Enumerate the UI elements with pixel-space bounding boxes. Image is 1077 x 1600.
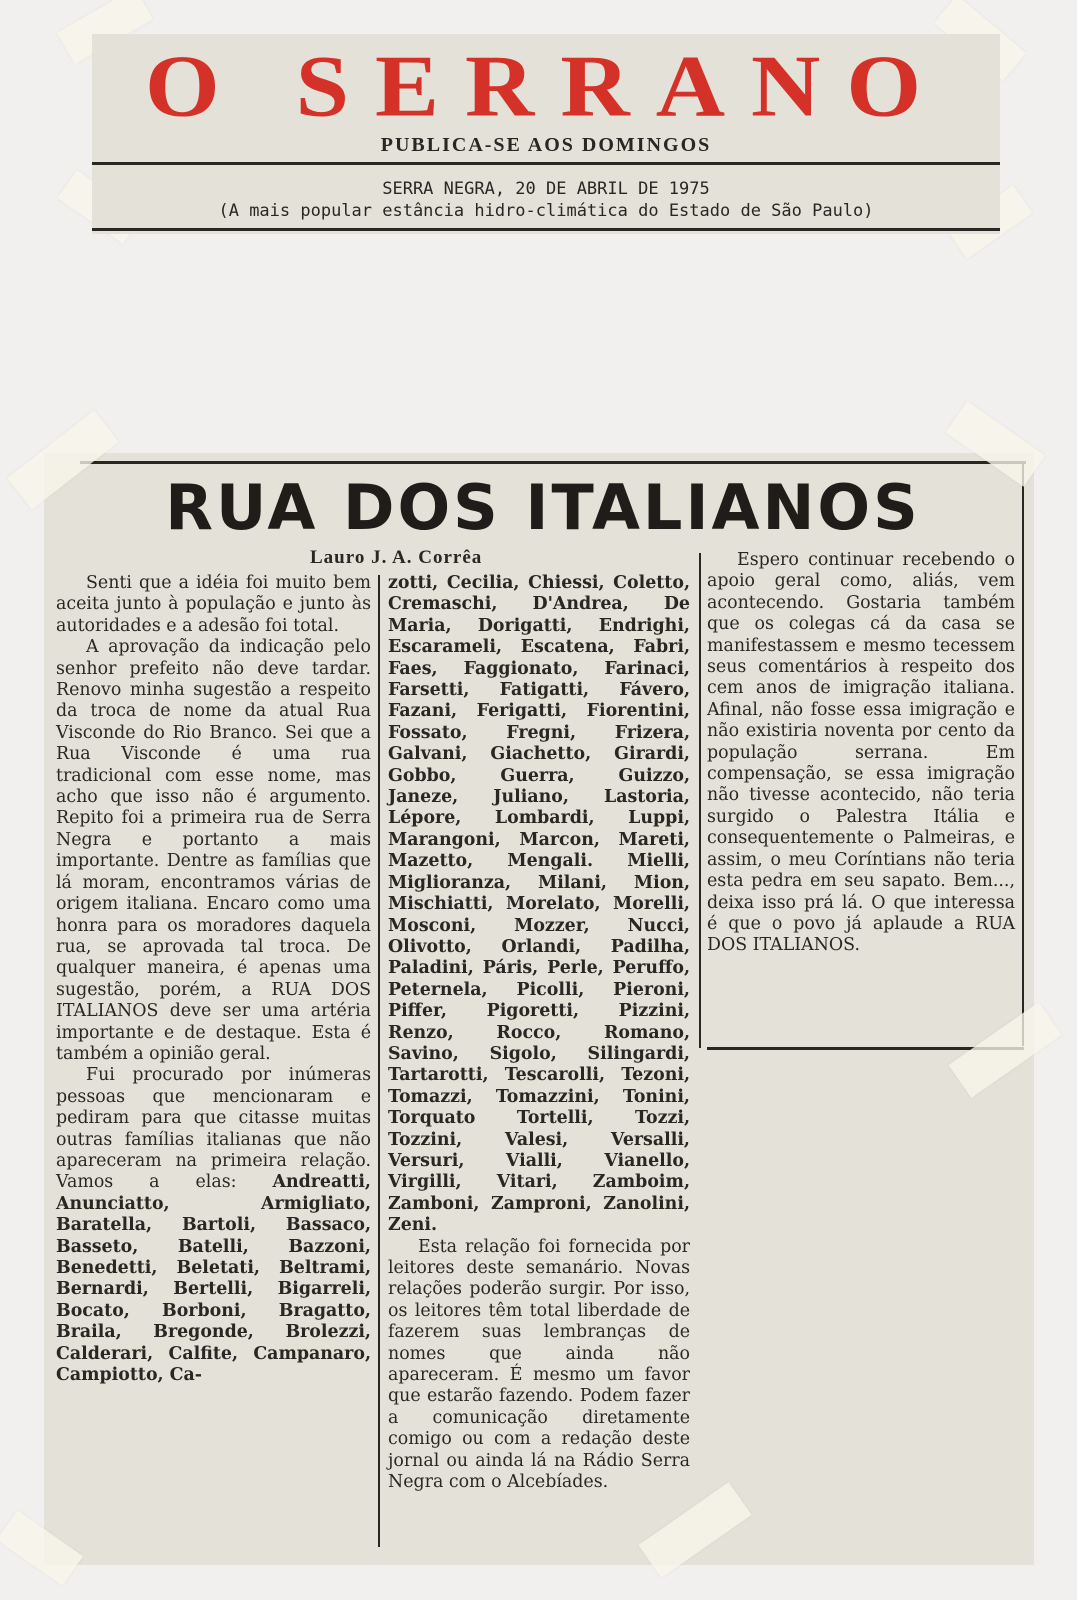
family-names-list: zotti, Cecilia, Chiessi, Coletto, Cremaschi, D'Andrea, De Maria, Dorigatti, Endrighi, Escarameli, Escatena, Fabri, Faes, Faggionato, Farinaci, Farsetti, Fatigatti, Fávero, Fazani, Ferigatti, Fiorentini, Fossato, Fregni, Frizera, Galvani, Giachetto, Girardi, Gobbo, Guerra, Guizzo, Janeze, Juliano, Lastoria, Lépore, Lombardi, Luppi, Marangoni, Marcon, Mareti, Mazetto, Mengali. Mielli, Miglioranza, Milani, Mion, Mischiatti, Morelato, Morelli, Mosconi, Mozzer, Nucci, Olivotto, Orlandi, Padilha, Paladini, Páris, Perle, Peruffo, Peternela, Picolli, Pieroni, Piffer, Pigoretti, Pizzini, Renzo, Rocco, Romano, Savino, Sigolo, Silingardi, Tartarotti, Tescarolli, Tezoni, Tomazzi, Tomazzini, Tonini, Torquato Tortelli, Tozzi, Tozzini, Valesi, Versalli, Versuri, Vialli, Vianello, Virgilli, Vitari, Zamboim, Zamboni, Zamproni, Zanolini, Zeni. xyxy=(388,573,690,1236)
family-names-list: Andreatti, Anunciatto, Armigliato, Baratella, Bartoli, Bassaco, Basseto, Batelli, Bazzoni, Benedetti, Beletati, Beltrami, Bernardi, Bertelli, Bigarreli, Bocato, Borboni, Bragatto, Braila, Bregonde, Brolezzi, Calderari, Calfite, Campanaro, Campiotto, Ca- xyxy=(56,1172,371,1386)
article-column-2 xyxy=(388,573,690,1493)
article-clipping xyxy=(44,453,1034,1565)
paragraph-text: Fui procurado por inúmeras pessoas que mencionaram e pediram para que citasse muitas outras famílias italianas que não apareceram na primeira relação. Vamos a elas: xyxy=(56,1065,371,1193)
paragraph: A aprovação da indicação pelo senhor prefeito não deve tardar. Renovo minha sugestão a respeito da troca de nome da atual Rua Visconde do Rio Branco. Sei que a Rua Visconde é uma rua tradicional com esse nome, mas acho que isso não é argumento. Repito foi a primeira rua de Serra Negra e portanto a mais importante. Dentre as famílias que lá moram, encontramos várias de origem italiana. Encaro como uma honra para os moradores daquela rua, se aprovada tal troca. De qualquer maneira, é apenas uma sugestão, porém, a RUA DOS ITALIANOS deve ser uma artéria importante e de destaque. Esta é também a opinião geral. xyxy=(56,637,371,1064)
article-column-1 xyxy=(56,573,371,1386)
article-byline: Lauro J. A. Corrêa xyxy=(310,547,483,568)
article-column-3 xyxy=(707,550,1015,957)
headline-top-rule xyxy=(80,461,1026,464)
paragraph: Espero continuar recebendo o apoio geral como, aliás, vem acontecendo. Gostaria também que os colegas cá da casa se manifestassem e mesmo tecessem seus comentários à respeito dos cem anos de imigração italiana. Afinal, não fosse essa imigração e não existiria noventa por cento da população serrana. Em compensação, se essa imigração não tivesse acontecido, não teria surgido o Palestra Itália e consequentemente o Palmeiras, e assim, o meu Coríntians não teria esta pedra em seu sapato. Bem..., deixa isso prá lá. O que interessa é que o povo já aplaude a RUA DOS ITALIANOS. xyxy=(707,550,1015,956)
masthead-dateline-block xyxy=(92,178,1000,222)
column-border xyxy=(1022,461,1024,1046)
paragraph: Esta relação foi fornecida por leitores deste semanário. Novas relações poderão surgir. Por isso, os leitores têm total liberdade de fazerem suas lembranças de nomes que ainda não apareceram. É mesmo um favor que estarão fazendo. Podem fazer a comunicação diretamente comigo ou com a redação deste jornal ou ainda lá na Rádio Serra Negra com o Alcebíades. xyxy=(388,1236,690,1493)
newspaper-title: O SERRANO xyxy=(144,36,948,135)
paragraph xyxy=(56,1065,371,1386)
article-headline: RUA DOS ITALIANOS xyxy=(165,471,921,544)
column-divider xyxy=(378,575,380,1547)
newspaper-subtitle: PUBLICA-SE AOS DOMINGOS xyxy=(380,134,712,156)
dateline: SERRA NEGRA, 20 DE ABRIL DE 1975 xyxy=(382,179,710,199)
tagline: (A mais popular estância hidro-climática do Estado de São Paulo) xyxy=(218,201,874,221)
paragraph: Senti que a idéia foi muito bem aceita junto à população e junto às autoridades e a adesão foi total. xyxy=(56,573,371,636)
masthead-clipping xyxy=(92,34,1000,234)
masthead-rule xyxy=(92,162,1000,165)
column-divider xyxy=(699,553,701,1048)
masthead-rule xyxy=(92,228,1000,231)
